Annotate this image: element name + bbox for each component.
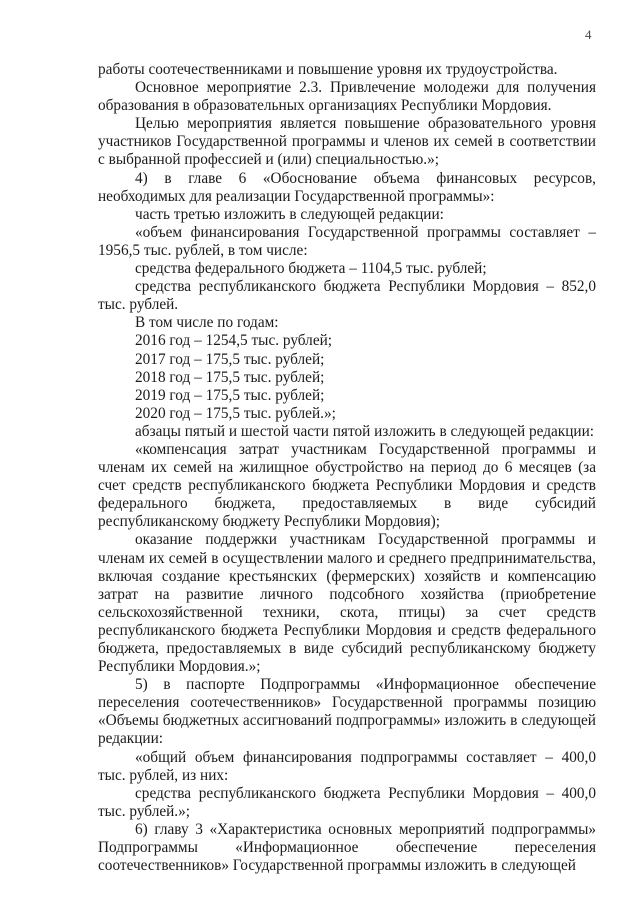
paragraph: часть третью изложить в следующей редакции: bbox=[135, 205, 444, 223]
paragraph: «объем финансирования Государственной программы составляет – 1956,5 тыс. рублей, в том числе: bbox=[98, 223, 596, 259]
paragraph: 4) в главе 6 «Обоснование объема финансовых ресурсов, необходимых для реализации Государственной программы»: bbox=[98, 169, 596, 205]
paragraph: В том числе по годам: bbox=[135, 314, 279, 332]
year-line: 2020 год – 175,5 тыс. рублей.»; bbox=[135, 404, 336, 422]
paragraph: оказание поддержки участникам Государственной программы и членам их семей в осуществлении малого и среднего предпринимательства, включая создание крестьянских (фермерских) хозяйств и компенсацию затрат на развитие личного подсобного хозяйства (приобретение сельскохозяйственной техники, скота, птицы) за счет средств республиканского бюджета Республики Мордовия и средств федерального бюджета, предоставляемых в виде субсидий республиканскому бюджету Республики Мордовия.»; bbox=[98, 531, 596, 676]
year-line: 2018 год – 175,5 тыс. рублей; bbox=[135, 368, 325, 386]
paragraph: Основное мероприятие 2.3. Привлечение молодежи для получения образования в образовательных организациях Республики Мордовия. bbox=[98, 79, 596, 115]
page-number: 4 bbox=[585, 27, 592, 42]
paragraph: абзацы пятый и шестой части пятой изложить в следующей редакции: bbox=[135, 422, 595, 440]
paragraph: Целью мероприятия является повышение образовательного уровня участников Государственной программы и членов их семей в соответствии с выбранной профессией и (или) специальностью.»; bbox=[98, 115, 596, 169]
paragraph: 6) главу 3 «Характеристика основных мероприятий подпрограммы» Подпрограммы «Информационное обеспечение переселения соотечественников» Государственной программы изложить в следующей bbox=[98, 820, 596, 875]
paragraph: средства республиканского бюджета Республики Мордовия – 400,0 тыс. рублей.»; bbox=[98, 784, 596, 820]
year-line: 2016 год – 1254,5 тыс. рублей; bbox=[135, 332, 333, 350]
paragraph: 5) в паспорте Подпрограммы «Информационное обеспечение переселения соотечественников» Государственной программы позицию «Объемы бюджетных ассигнований подпрограммы» изложить в следующей редакции: bbox=[98, 676, 596, 748]
paragraph: «компенсация затрат участникам Государственной программы и членам их семей на жилищное обустройство на период до 6 месяцев (за счет средств республиканского бюджета Республики Мордовия и средств федерального бюджета, предоставляемых в виде субсидий республиканскому бюджету Республики Мордовия); bbox=[98, 440, 596, 531]
paragraph: работы соотечественниками и повышение уровня их трудоустройства. bbox=[98, 61, 558, 78]
paragraph: «общий объем финансирования подпрограммы составляет – 400,0 тыс. рублей, из них: bbox=[98, 748, 596, 784]
year-line: 2017 год – 175,5 тыс. рублей; bbox=[135, 350, 325, 368]
paragraph: средства федерального бюджета – 1104,5 тыс. рублей; bbox=[135, 260, 487, 278]
paragraph: средства республиканского бюджета Республики Мордовия – 852,0 тыс. рублей. bbox=[98, 278, 596, 314]
year-line: 2019 год – 175,5 тыс. рублей; bbox=[135, 386, 325, 404]
document-body bbox=[98, 61, 596, 875]
